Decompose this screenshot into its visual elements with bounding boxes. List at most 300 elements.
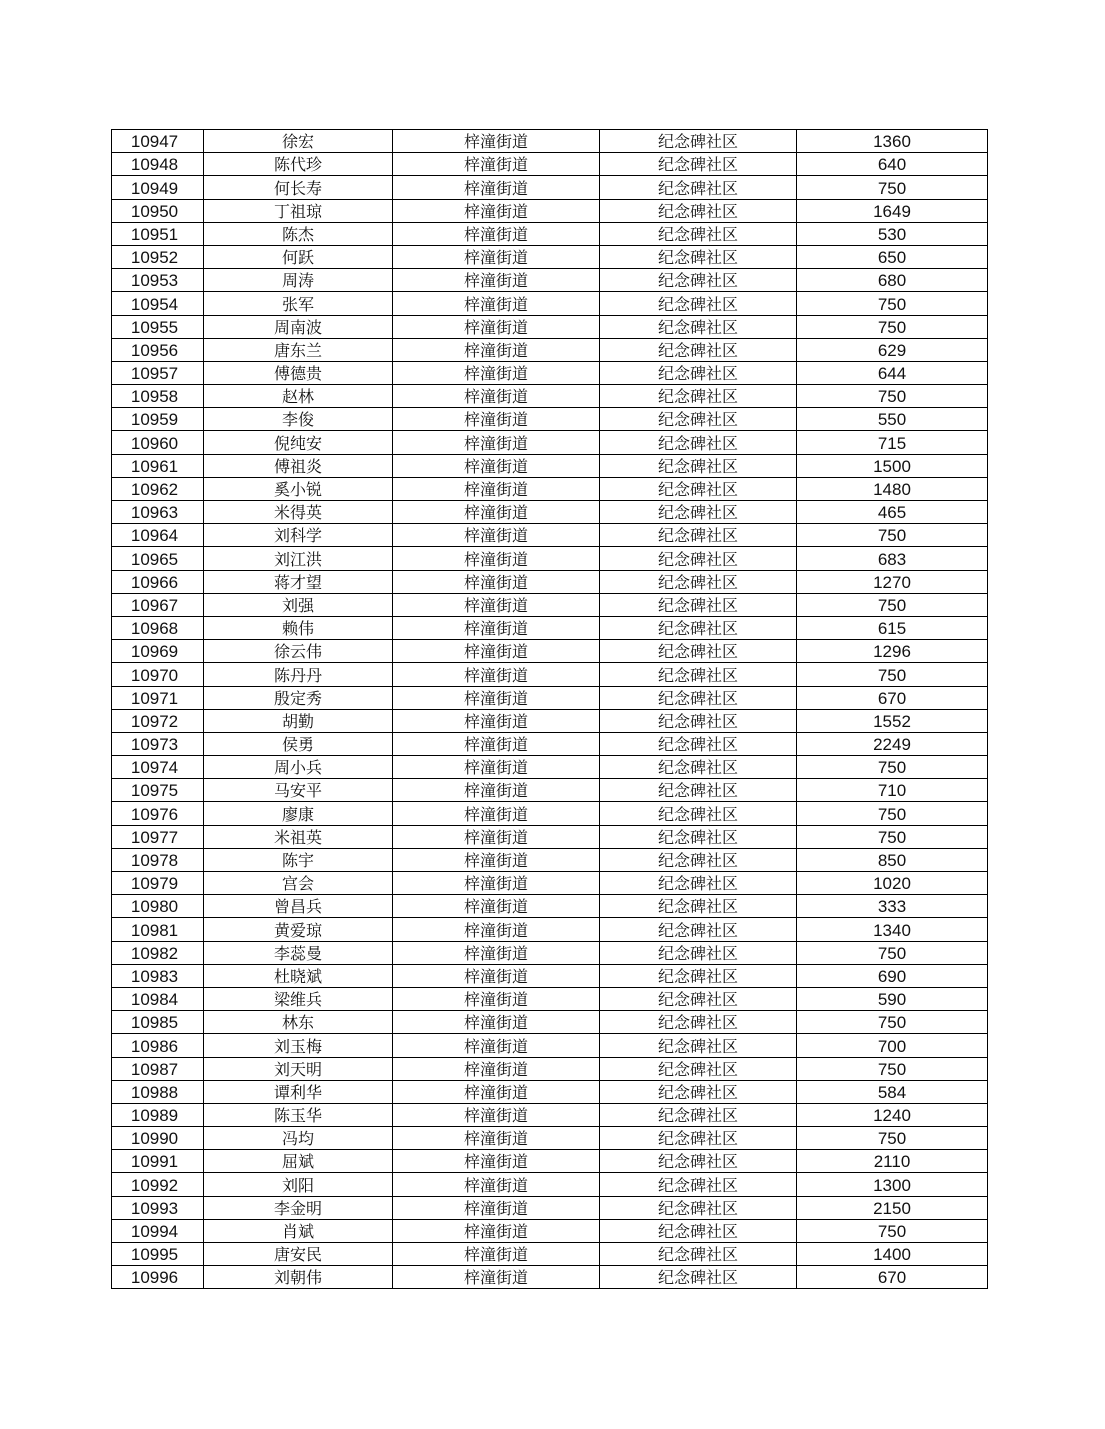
name-cell: 周小兵 — [204, 756, 393, 779]
amount-cell: 1296 — [797, 640, 988, 663]
amount-cell: 710 — [797, 779, 988, 802]
name-cell: 刘天明 — [204, 1057, 393, 1080]
name-cell: 陈丹丹 — [204, 663, 393, 686]
street-cell: 梓潼街道 — [393, 1196, 600, 1219]
table-row — [112, 732, 988, 755]
community-cell: 纪念碑社区 — [600, 663, 797, 686]
table-row — [112, 292, 988, 315]
record-id-cell: 10959 — [112, 408, 204, 431]
name-cell: 冯均 — [204, 1127, 393, 1150]
street-cell: 梓潼街道 — [393, 848, 600, 871]
community-cell: 纪念碑社区 — [600, 1034, 797, 1057]
amount-cell: 615 — [797, 616, 988, 639]
street-cell: 梓潼街道 — [393, 153, 600, 176]
community-cell: 纪念碑社区 — [600, 732, 797, 755]
street-cell: 梓潼街道 — [393, 454, 600, 477]
record-id-cell: 10954 — [112, 292, 204, 315]
community-cell: 纪念碑社区 — [600, 477, 797, 500]
amount-cell: 1340 — [797, 918, 988, 941]
name-cell: 谭利华 — [204, 1080, 393, 1103]
table-row — [112, 1196, 988, 1219]
record-id-cell: 10960 — [112, 431, 204, 454]
record-id-cell: 10980 — [112, 895, 204, 918]
table-body — [112, 130, 988, 1289]
table-row — [112, 315, 988, 338]
table-row — [112, 686, 988, 709]
street-cell: 梓潼街道 — [393, 130, 600, 153]
table-row — [112, 1034, 988, 1057]
record-id-cell: 10987 — [112, 1057, 204, 1080]
table-row — [112, 1011, 988, 1034]
community-cell: 纪念碑社区 — [600, 315, 797, 338]
record-id-cell: 10988 — [112, 1080, 204, 1103]
street-cell: 梓潼街道 — [393, 199, 600, 222]
community-cell: 纪念碑社区 — [600, 593, 797, 616]
street-cell: 梓潼街道 — [393, 709, 600, 732]
name-cell: 马安平 — [204, 779, 393, 802]
community-cell: 纪念碑社区 — [600, 756, 797, 779]
amount-cell: 629 — [797, 338, 988, 361]
table-row — [112, 245, 988, 268]
record-id-cell: 10979 — [112, 872, 204, 895]
community-cell: 纪念碑社区 — [600, 338, 797, 361]
record-id-cell: 10968 — [112, 616, 204, 639]
street-cell: 梓潼街道 — [393, 176, 600, 199]
record-id-cell: 10951 — [112, 222, 204, 245]
community-cell: 纪念碑社区 — [600, 1173, 797, 1196]
record-id-cell: 10956 — [112, 338, 204, 361]
street-cell: 梓潼街道 — [393, 408, 600, 431]
amount-cell: 644 — [797, 361, 988, 384]
street-cell: 梓潼街道 — [393, 269, 600, 292]
amount-cell: 530 — [797, 222, 988, 245]
table-row — [112, 153, 988, 176]
table-row — [112, 570, 988, 593]
table-row — [112, 431, 988, 454]
table-row — [112, 918, 988, 941]
name-cell: 黄爱琼 — [204, 918, 393, 941]
name-cell: 米得英 — [204, 501, 393, 524]
name-cell: 何跃 — [204, 245, 393, 268]
table-row — [112, 454, 988, 477]
name-cell: 林东 — [204, 1011, 393, 1034]
community-cell: 纪念碑社区 — [600, 501, 797, 524]
table-row — [112, 964, 988, 987]
amount-cell: 690 — [797, 964, 988, 987]
street-cell: 梓潼街道 — [393, 315, 600, 338]
street-cell: 梓潼街道 — [393, 1127, 600, 1150]
record-id-cell: 10953 — [112, 269, 204, 292]
table-row — [112, 408, 988, 431]
name-cell: 刘朝伟 — [204, 1266, 393, 1289]
name-cell: 刘科学 — [204, 524, 393, 547]
amount-cell: 465 — [797, 501, 988, 524]
record-id-cell: 10976 — [112, 802, 204, 825]
amount-cell: 640 — [797, 153, 988, 176]
street-cell: 梓潼街道 — [393, 686, 600, 709]
street-cell: 梓潼街道 — [393, 802, 600, 825]
table-row — [112, 199, 988, 222]
name-cell: 周南波 — [204, 315, 393, 338]
street-cell: 梓潼街道 — [393, 245, 600, 268]
record-id-cell: 10962 — [112, 477, 204, 500]
amount-cell: 1240 — [797, 1103, 988, 1126]
table-row — [112, 987, 988, 1010]
name-cell: 梁维兵 — [204, 987, 393, 1010]
street-cell: 梓潼街道 — [393, 964, 600, 987]
amount-cell: 850 — [797, 848, 988, 871]
amount-cell: 584 — [797, 1080, 988, 1103]
amount-cell: 1500 — [797, 454, 988, 477]
record-id-cell: 10990 — [112, 1127, 204, 1150]
name-cell: 刘强 — [204, 593, 393, 616]
record-id-cell: 10971 — [112, 686, 204, 709]
table-row — [112, 176, 988, 199]
amount-cell: 590 — [797, 987, 988, 1010]
community-cell: 纪念碑社区 — [600, 292, 797, 315]
street-cell: 梓潼街道 — [393, 385, 600, 408]
street-cell: 梓潼街道 — [393, 1219, 600, 1242]
amount-cell: 1020 — [797, 872, 988, 895]
record-id-cell: 10995 — [112, 1243, 204, 1266]
name-cell: 宫会 — [204, 872, 393, 895]
table-row — [112, 825, 988, 848]
record-id-cell: 10964 — [112, 524, 204, 547]
community-cell: 纪念碑社区 — [600, 1243, 797, 1266]
record-id-cell: 10977 — [112, 825, 204, 848]
community-cell: 纪念碑社区 — [600, 361, 797, 384]
name-cell: 陈代珍 — [204, 153, 393, 176]
table-row — [112, 385, 988, 408]
street-cell: 梓潼街道 — [393, 338, 600, 361]
name-cell: 李俊 — [204, 408, 393, 431]
record-id-cell: 10983 — [112, 964, 204, 987]
amount-cell: 670 — [797, 686, 988, 709]
table-row — [112, 361, 988, 384]
street-cell: 梓潼街道 — [393, 941, 600, 964]
table-row — [112, 501, 988, 524]
community-cell: 纪念碑社区 — [600, 1103, 797, 1126]
name-cell: 何长寿 — [204, 176, 393, 199]
street-cell: 梓潼街道 — [393, 779, 600, 802]
table-row — [112, 1243, 988, 1266]
name-cell: 周涛 — [204, 269, 393, 292]
amount-cell: 750 — [797, 756, 988, 779]
community-cell: 纪念碑社区 — [600, 616, 797, 639]
amount-cell: 700 — [797, 1034, 988, 1057]
table-row — [112, 1080, 988, 1103]
street-cell: 梓潼街道 — [393, 918, 600, 941]
record-id-cell: 10955 — [112, 315, 204, 338]
community-cell: 纪念碑社区 — [600, 1127, 797, 1150]
street-cell: 梓潼街道 — [393, 640, 600, 663]
name-cell: 刘玉梅 — [204, 1034, 393, 1057]
community-cell: 纪念碑社区 — [600, 709, 797, 732]
amount-cell: 750 — [797, 1057, 988, 1080]
amount-cell: 750 — [797, 315, 988, 338]
record-id-cell: 10947 — [112, 130, 204, 153]
amount-cell: 750 — [797, 1219, 988, 1242]
record-id-cell: 10965 — [112, 547, 204, 570]
name-cell: 唐安民 — [204, 1243, 393, 1266]
community-cell: 纪念碑社区 — [600, 779, 797, 802]
record-id-cell: 10961 — [112, 454, 204, 477]
community-cell: 纪念碑社区 — [600, 524, 797, 547]
amount-cell: 1552 — [797, 709, 988, 732]
record-id-cell: 10981 — [112, 918, 204, 941]
street-cell: 梓潼街道 — [393, 756, 600, 779]
name-cell: 唐东兰 — [204, 338, 393, 361]
name-cell: 陈玉华 — [204, 1103, 393, 1126]
name-cell: 李蕊曼 — [204, 941, 393, 964]
amount-cell: 1400 — [797, 1243, 988, 1266]
street-cell: 梓潼街道 — [393, 1103, 600, 1126]
community-cell: 纪念碑社区 — [600, 130, 797, 153]
record-id-cell: 10950 — [112, 199, 204, 222]
street-cell: 梓潼街道 — [393, 1150, 600, 1173]
amount-cell: 683 — [797, 547, 988, 570]
amount-cell: 670 — [797, 1266, 988, 1289]
table-row — [112, 640, 988, 663]
table-row — [112, 872, 988, 895]
street-cell: 梓潼街道 — [393, 732, 600, 755]
record-id-cell: 10991 — [112, 1150, 204, 1173]
street-cell: 梓潼街道 — [393, 1173, 600, 1196]
name-cell: 李金明 — [204, 1196, 393, 1219]
table-row — [112, 130, 988, 153]
street-cell: 梓潼街道 — [393, 593, 600, 616]
name-cell: 陈杰 — [204, 222, 393, 245]
community-cell: 纪念碑社区 — [600, 640, 797, 663]
amount-cell: 1300 — [797, 1173, 988, 1196]
record-id-cell: 10993 — [112, 1196, 204, 1219]
record-id-cell: 10992 — [112, 1173, 204, 1196]
table-row — [112, 1150, 988, 1173]
community-cell: 纪念碑社区 — [600, 176, 797, 199]
table-row — [112, 709, 988, 732]
community-cell: 纪念碑社区 — [600, 686, 797, 709]
name-cell: 殷定秀 — [204, 686, 393, 709]
community-cell: 纪念碑社区 — [600, 918, 797, 941]
street-cell: 梓潼街道 — [393, 547, 600, 570]
name-cell: 徐云伟 — [204, 640, 393, 663]
record-id-cell: 10963 — [112, 501, 204, 524]
name-cell: 陈宇 — [204, 848, 393, 871]
name-cell: 米祖英 — [204, 825, 393, 848]
amount-cell: 750 — [797, 385, 988, 408]
name-cell: 廖康 — [204, 802, 393, 825]
community-cell: 纪念碑社区 — [600, 431, 797, 454]
street-cell: 梓潼街道 — [393, 501, 600, 524]
amount-cell: 750 — [797, 825, 988, 848]
street-cell: 梓潼街道 — [393, 222, 600, 245]
street-cell: 梓潼街道 — [393, 570, 600, 593]
community-cell: 纪念碑社区 — [600, 153, 797, 176]
table-row — [112, 802, 988, 825]
record-id-cell: 10975 — [112, 779, 204, 802]
table-row — [112, 477, 988, 500]
name-cell: 刘阳 — [204, 1173, 393, 1196]
community-cell: 纪念碑社区 — [600, 1057, 797, 1080]
community-cell: 纪念碑社区 — [600, 1150, 797, 1173]
amount-cell: 1360 — [797, 130, 988, 153]
street-cell: 梓潼街道 — [393, 895, 600, 918]
table-row — [112, 1057, 988, 1080]
street-cell: 梓潼街道 — [393, 1057, 600, 1080]
name-cell: 杜晓斌 — [204, 964, 393, 987]
amount-cell: 2110 — [797, 1150, 988, 1173]
street-cell: 梓潼街道 — [393, 872, 600, 895]
community-cell: 纪念碑社区 — [600, 1219, 797, 1242]
name-cell: 侯勇 — [204, 732, 393, 755]
name-cell: 屈斌 — [204, 1150, 393, 1173]
record-id-cell: 10985 — [112, 1011, 204, 1034]
street-cell: 梓潼街道 — [393, 361, 600, 384]
record-id-cell: 10952 — [112, 245, 204, 268]
street-cell: 梓潼街道 — [393, 524, 600, 547]
amount-cell: 750 — [797, 593, 988, 616]
record-id-cell: 10948 — [112, 153, 204, 176]
name-cell: 徐宏 — [204, 130, 393, 153]
record-id-cell: 10957 — [112, 361, 204, 384]
name-cell: 胡勤 — [204, 709, 393, 732]
record-id-cell: 10984 — [112, 987, 204, 1010]
community-cell: 纪念碑社区 — [600, 269, 797, 292]
name-cell: 傅德贵 — [204, 361, 393, 384]
amount-cell: 2249 — [797, 732, 988, 755]
table-row — [112, 1173, 988, 1196]
record-id-cell: 10966 — [112, 570, 204, 593]
table-row — [112, 547, 988, 570]
record-id-cell: 10986 — [112, 1034, 204, 1057]
street-cell: 梓潼街道 — [393, 1080, 600, 1103]
amount-cell: 650 — [797, 245, 988, 268]
table-row — [112, 895, 988, 918]
amount-cell: 750 — [797, 802, 988, 825]
record-id-cell: 10978 — [112, 848, 204, 871]
record-id-cell: 10972 — [112, 709, 204, 732]
amount-cell: 750 — [797, 176, 988, 199]
community-cell: 纪念碑社区 — [600, 222, 797, 245]
record-id-cell: 10949 — [112, 176, 204, 199]
record-id-cell: 10970 — [112, 663, 204, 686]
community-cell: 纪念碑社区 — [600, 987, 797, 1010]
amount-cell: 1649 — [797, 199, 988, 222]
amount-cell: 550 — [797, 408, 988, 431]
community-cell: 纪念碑社区 — [600, 1080, 797, 1103]
record-id-cell: 10967 — [112, 593, 204, 616]
table-row — [112, 222, 988, 245]
name-cell: 张军 — [204, 292, 393, 315]
record-id-cell: 10989 — [112, 1103, 204, 1126]
table-row — [112, 1266, 988, 1289]
name-cell: 赖伟 — [204, 616, 393, 639]
name-cell: 倪纯安 — [204, 431, 393, 454]
street-cell: 梓潼街道 — [393, 477, 600, 500]
table-row — [112, 338, 988, 361]
record-id-cell: 10969 — [112, 640, 204, 663]
amount-cell: 1270 — [797, 570, 988, 593]
community-cell: 纪念碑社区 — [600, 895, 797, 918]
table-row — [112, 524, 988, 547]
community-cell: 纪念碑社区 — [600, 848, 797, 871]
amount-cell: 715 — [797, 431, 988, 454]
community-cell: 纪念碑社区 — [600, 1011, 797, 1034]
community-cell: 纪念碑社区 — [600, 547, 797, 570]
community-cell: 纪念碑社区 — [600, 964, 797, 987]
name-cell: 丁祖琼 — [204, 199, 393, 222]
community-cell: 纪念碑社区 — [600, 454, 797, 477]
name-cell: 刘江洪 — [204, 547, 393, 570]
amount-cell: 333 — [797, 895, 988, 918]
table-row — [112, 269, 988, 292]
street-cell: 梓潼街道 — [393, 1034, 600, 1057]
record-id-cell: 10994 — [112, 1219, 204, 1242]
record-id-cell: 10982 — [112, 941, 204, 964]
amount-cell: 1480 — [797, 477, 988, 500]
street-cell: 梓潼街道 — [393, 431, 600, 454]
community-cell: 纪念碑社区 — [600, 872, 797, 895]
street-cell: 梓潼街道 — [393, 663, 600, 686]
street-cell: 梓潼街道 — [393, 825, 600, 848]
table-row — [112, 593, 988, 616]
community-cell: 纪念碑社区 — [600, 245, 797, 268]
table-row — [112, 779, 988, 802]
name-cell: 肖斌 — [204, 1219, 393, 1242]
street-cell: 梓潼街道 — [393, 292, 600, 315]
amount-cell: 750 — [797, 1127, 988, 1150]
table-row — [112, 663, 988, 686]
amount-cell: 680 — [797, 269, 988, 292]
table-row — [112, 1127, 988, 1150]
name-cell: 曾昌兵 — [204, 895, 393, 918]
street-cell: 梓潼街道 — [393, 1266, 600, 1289]
record-id-cell: 10958 — [112, 385, 204, 408]
street-cell: 梓潼街道 — [393, 1011, 600, 1034]
data-table — [111, 129, 988, 1289]
community-cell: 纪念碑社区 — [600, 199, 797, 222]
name-cell: 赵林 — [204, 385, 393, 408]
amount-cell: 750 — [797, 1011, 988, 1034]
community-cell: 纪念碑社区 — [600, 1196, 797, 1219]
record-id-cell: 10996 — [112, 1266, 204, 1289]
street-cell: 梓潼街道 — [393, 616, 600, 639]
table-row — [112, 848, 988, 871]
amount-cell: 750 — [797, 292, 988, 315]
record-id-cell: 10973 — [112, 732, 204, 755]
amount-cell: 2150 — [797, 1196, 988, 1219]
community-cell: 纪念碑社区 — [600, 825, 797, 848]
table-row — [112, 1103, 988, 1126]
street-cell: 梓潼街道 — [393, 987, 600, 1010]
community-cell: 纪念碑社区 — [600, 802, 797, 825]
community-cell: 纪念碑社区 — [600, 1266, 797, 1289]
street-cell: 梓潼街道 — [393, 1243, 600, 1266]
name-cell: 奚小锐 — [204, 477, 393, 500]
record-id-cell: 10974 — [112, 756, 204, 779]
table-row — [112, 1219, 988, 1242]
amount-cell: 750 — [797, 941, 988, 964]
table-row — [112, 941, 988, 964]
community-cell: 纪念碑社区 — [600, 941, 797, 964]
table-row — [112, 616, 988, 639]
community-cell: 纪念碑社区 — [600, 408, 797, 431]
name-cell: 傅祖炎 — [204, 454, 393, 477]
community-cell: 纪念碑社区 — [600, 570, 797, 593]
amount-cell: 750 — [797, 524, 988, 547]
name-cell: 蒋才望 — [204, 570, 393, 593]
amount-cell: 750 — [797, 663, 988, 686]
